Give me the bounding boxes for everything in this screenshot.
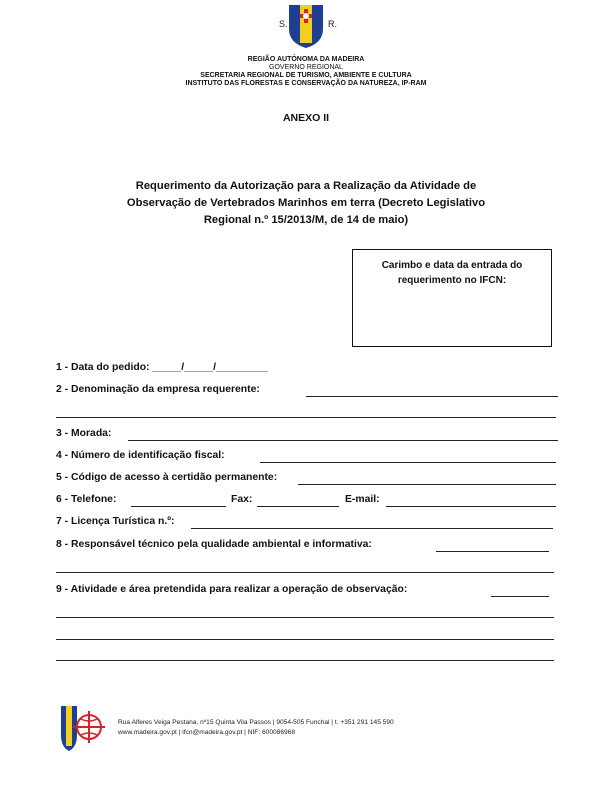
field-6-phone-input[interactable] [131,506,226,507]
footer-address: Rua Alferes Veiga Pestana, nº15 Quinta Vila Passos | 9054-505 Funchal | t. +351 291 145 590 [118,719,394,726]
field-7-tourism-license-label: 7 - Licença Turística n.º: [56,516,175,527]
emblem-letter-r: R. [328,19,337,29]
ifcn-logo-icon [57,703,107,753]
header-region: REGIÃO AUTÓNOMA DA MADEIRA [247,56,365,63]
field-2-company-name-label: 2 - Denominação da empresa requerente: [56,384,260,395]
stamp-box-label-line-1: Carimbo e data da entrada do [381,260,523,271]
field-6-email-label: E-mail: [345,494,380,505]
madeira-coat-of-arms-icon [287,3,325,49]
stamp-box[interactable] [352,249,552,347]
annex-heading: ANEXO II [282,112,330,124]
header-government: GOVERNO REGIONAL [269,64,343,71]
header-secretariat: SECRETARIA REGIONAL DE TURISMO, AMBIENTE E CULTURA [200,72,412,79]
field-4-tax-id-input[interactable] [260,462,556,463]
field-5-certificate-code-label: 5 - Código de acesso à certidão permanente: [56,472,278,483]
field-9-continuation-line-1[interactable] [56,617,554,618]
document-title-line-1: Requerimento da Autorização para a Realização da Atividade de [135,180,477,192]
field-2-company-name-input[interactable] [306,396,558,397]
field-3-address-input[interactable] [128,440,558,441]
field-1-request-date[interactable]: 1 - Data do pedido: _____/_____/_________ [56,362,268,373]
field-7-tourism-license-input[interactable] [191,528,553,529]
field-9-continuation-line-3[interactable] [56,660,554,661]
field-6-email-input[interactable] [386,506,556,507]
field-2-continuation-line[interactable] [56,417,556,418]
field-9-activity-area-input[interactable] [491,596,549,597]
field-8-continuation-line[interactable] [56,572,554,573]
field-3-address-label: 3 - Morada: [56,428,112,439]
field-5-certificate-code-input[interactable] [298,484,556,485]
footer-contacts: www.madeira.gov.pt | ifcn@madeira.gov.pt | NIF: 600086968 [118,729,296,736]
stamp-box-label-line-2: requerimento no IFCN: [397,275,507,286]
emblem-letter-s: S. [279,19,288,29]
field-6-phone-label: 6 - Telefone: [56,494,117,505]
document-title-line-3: Regional n.º 15/2013/M, de 14 de maio) [203,214,409,226]
field-9-continuation-line-2[interactable] [56,639,554,640]
field-8-technical-manager-input[interactable] [436,551,549,552]
field-4-tax-id-label: 4 - Número de identificação fiscal: [56,450,225,461]
field-6-fax-input[interactable] [257,506,339,507]
field-9-activity-area-label: 9 - Atividade e área pretendida para realizar a operação de observação: [56,584,408,595]
field-6-fax-label: Fax: [231,494,253,505]
field-8-technical-manager-label: 8 - Responsável técnico pela qualidade ambiental e informativa: [56,539,372,550]
header-institute: INSTITUTO DAS FLORESTAS E CONSERVAÇÃO DA NATUREZA, IP-RAM [185,80,427,87]
document-title-line-2: Observação de Vertebrados Marinhos em terra (Decreto Legislativo [126,197,486,209]
